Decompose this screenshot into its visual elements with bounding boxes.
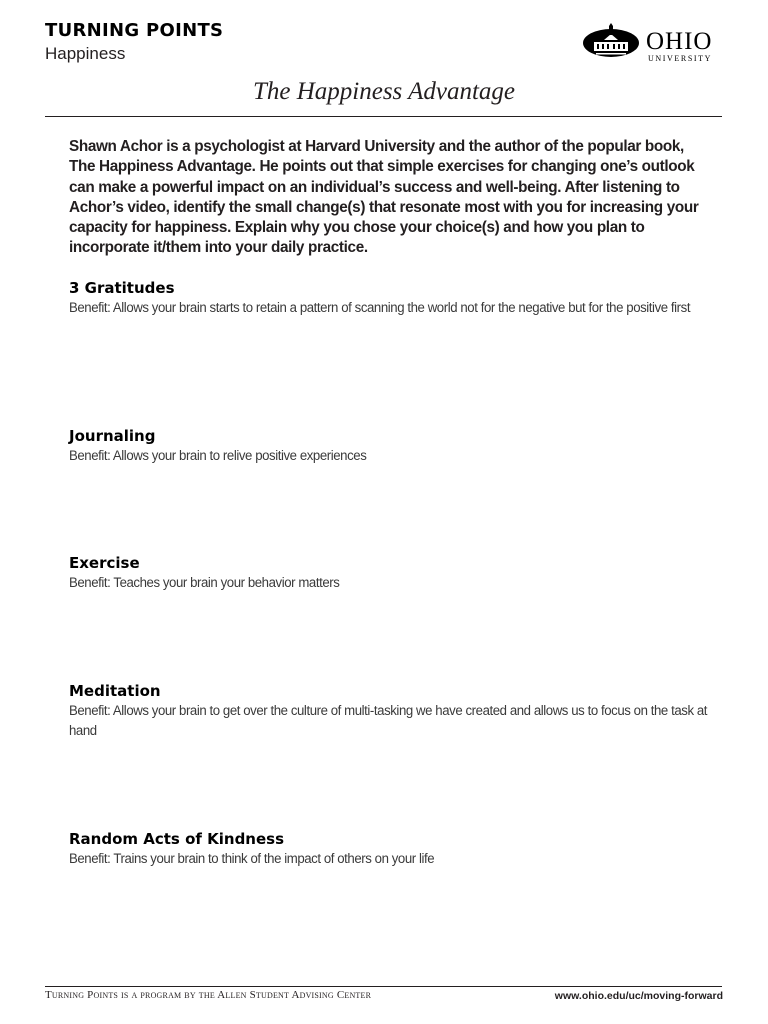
item-journaling <box>69 426 709 466</box>
item-exercise <box>69 553 709 593</box>
footer-divider <box>45 986 722 987</box>
item-title: Random Acts of Kindness <box>69 830 285 848</box>
title-divider <box>45 116 722 117</box>
item-benefit: Benefit: Teaches your brain your behavior matters <box>69 575 340 591</box>
logo-subtitle: UNIVERSITY <box>648 54 712 63</box>
footer-url: www.ohio.edu/uc/moving-forward <box>554 990 723 1002</box>
topic-subtitle: Happiness <box>45 44 126 63</box>
program-title: TURNING POINTS <box>45 20 224 41</box>
intro-paragraph: Shawn Achor is a psychologist at Harvard University and the author of the popular book, The Happiness Advantage. He points out that simple exercises for changing one’s outlook can make a powerful impact on an individual’s success and well-being. After listening to Achor’s video, identify the small change(s) that resonate most with you for increasing your capacity for happiness. Explain why you chose your choice(s) and how you plan to incorporate it/them into your daily practice. <box>69 138 699 257</box>
document-title: The Happiness Advantage <box>252 78 515 105</box>
item-title: Exercise <box>69 554 140 572</box>
item-title: 3 Gratitudes <box>69 279 175 297</box>
item-title: Journaling <box>69 427 156 445</box>
university-seal-icon <box>582 23 642 63</box>
item-benefit: Benefit: Allows your brain to get over the culture of multi-tasking we have created and allows us to focus on the task at hand <box>69 703 708 739</box>
logo-name: OHIO <box>646 28 713 55</box>
item-title: Meditation <box>69 682 161 700</box>
item-random-acts-of-kindness <box>69 829 709 869</box>
item-meditation <box>69 681 709 741</box>
item-benefit: Benefit: Allows your brain starts to retain a pattern of scanning the world not for the negative but for the positive first <box>69 300 691 316</box>
item-benefit: Benefit: Allows your brain to relive positive experiences <box>69 448 367 464</box>
item-gratitudes <box>69 278 709 318</box>
ohio-university-logo <box>582 23 727 65</box>
footer-program-credit: Turning Points is a program by the Allen Student Advising Center <box>45 989 372 1001</box>
item-benefit: Benefit: Trains your brain to think of the impact of others on your life <box>69 851 435 867</box>
